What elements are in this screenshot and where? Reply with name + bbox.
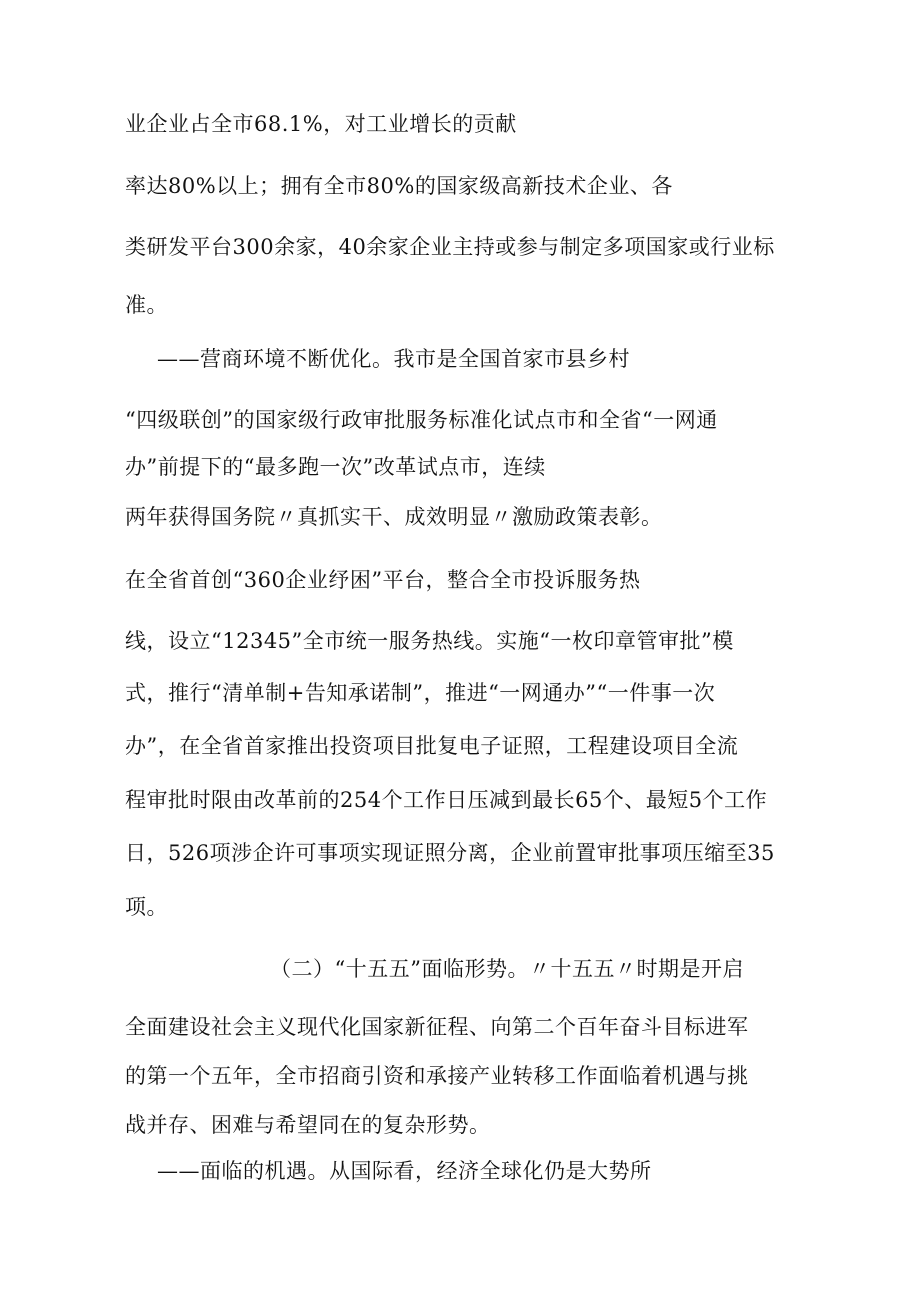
text-line: 的第一个五年，全市招商引资和承接产业转移工作面临着机遇与挑 bbox=[125, 1064, 749, 1088]
text-line: 项。 bbox=[125, 895, 168, 919]
text-line: 线，设立“12345”全市统一服务热线。实施“一枚印章管审批”模 bbox=[125, 629, 734, 653]
text-line: 战并存、困难与希望同在的复杂形势。 bbox=[125, 1113, 491, 1137]
text-line: ——面临的机遇。从国际看，经济全球化仍是大势所 bbox=[157, 1159, 652, 1183]
text-line: 两年获得国务院〃真抓实干、成效明显〃激励政策表彰。 bbox=[125, 505, 663, 529]
section-heading: （二）“十五五”面临形势。〃十五五〃时期是开启 bbox=[270, 957, 744, 981]
text-line: 准。 bbox=[125, 293, 168, 317]
text-line: 类研发平台300余家，40余家企业主持或参与制定多项国家或行业标 bbox=[125, 235, 775, 259]
text-line: 式，推行“清单制+告知承诺制”，推进“一网通办”“一件事一次 bbox=[125, 681, 716, 705]
text-line: 率达80%以上；拥有全市80%的国家级高新技术企业、各 bbox=[125, 174, 673, 198]
text-line: 办”，在全省首家推出投资项目批复电子证照，工程建设项目全流 bbox=[125, 734, 739, 758]
text-line: 全面建设社会主义现代化国家新征程、向第二个百年奋斗目标进军 bbox=[125, 1015, 749, 1039]
text-line: 办”前提下的“最多跑一次”改革试点市，连续 bbox=[125, 455, 546, 479]
text-line: 程审批时限由改革前的254个工作日压减到最长65个、最短5个工作 bbox=[125, 788, 768, 812]
text-line: 日，526项涉企许可事项实现证照分离，企业前置审批事项压缩至35 bbox=[125, 841, 775, 865]
text-line: 业企业占全市68.1%，对工业增长的贡献 bbox=[125, 112, 517, 136]
text-line: 在全省首创“360企业纾困”平台，整合全市投诉服务热 bbox=[125, 568, 641, 592]
text-line: ——营商环境不断优化。我市是全国首家市县乡村 bbox=[157, 347, 630, 371]
text-line: “四级联创”的国家级行政审批服务标准化试点市和全省“一网通 bbox=[125, 408, 718, 432]
